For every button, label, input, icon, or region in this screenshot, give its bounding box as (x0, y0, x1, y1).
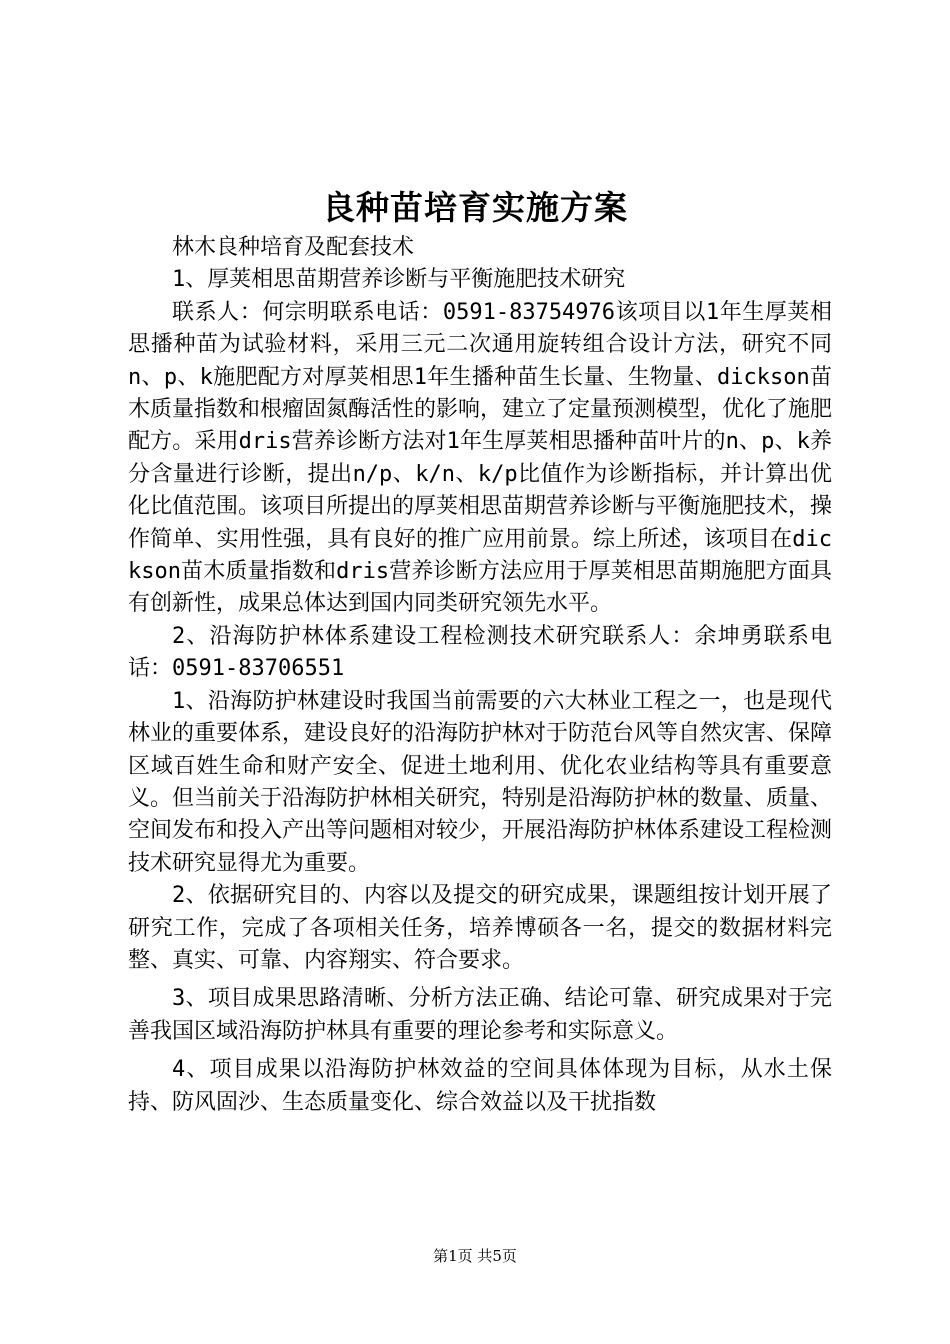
paragraph-item-3: 3、项目成果思路清晰、分析方法正确、结论可靠、研究成果对于完善我国区域沿海防护林具有重要的理论参考和实际意义。 (128, 986, 832, 1044)
paragraph-heading: 林木良种培育及配套技术 (172, 235, 415, 260)
paragraph-item-4: 4、项目成果以沿海防护林效益的空间具体体现为目标，从水土保持、防风固沙、生态质量变化、综合效益以及干扰指数 (128, 1057, 832, 1115)
paragraph-section-1-body: 联系人：何宗明联系电话：0591-83754976该项目以1年生厚荚相思播种苗为试验材料，采用三元二次通用旋转组合设计方法，研究不同n、p、k施肥配方对厚荚相思1年生播种苗生长量、生物量、dickson苗木质量指数和根瘤固氮酶活性的影响，建立了定量预测模型，优化了施肥配方。采用dris营养诊断方法对1年生厚荚相思播种苗叶片的n、p、k养分含量进行诊断，提出n/p、k/n、k/p比值作为诊断指标，并计算出优化比值范围。该项目所提出的厚荚相思苗期营养诊断与平衡施肥技术，操作简单、实用性强，具有良好的推广应用前景。综上所述，该项目在dickson苗木质量指数和dris营养诊断方法应用于厚荚相思苗期施肥方面具有创新性，成果总体达到国内同类研究领先水平。 (128, 299, 833, 617)
paragraph-section-2: 2、沿海防护林体系建设工程检测技术研究联系人：余坤勇联系电话：0591-83706551 (128, 623, 832, 682)
page-number-footer: 第1页 共5页 (433, 1247, 517, 1265)
paragraph-item-2: 2、依据研究目的、内容以及提交的研究成果，课题组按计划开展了研究工作，完成了各项相关任务，培养博硕各一名，提交的数据材料完整、真实、可靠、内容翔实、符合要求。 (128, 883, 832, 973)
document-body (128, 232, 832, 1119)
paragraph-item-1: 1、沿海防护林建设时我国当前需要的六大林业工程之一，也是现代林业的重要体系，建设良好的沿海防护林对于防范台风等自然灾害、保障区域百姓生命和财产安全、促进土地利用、优化农业结构等具有重要意义。但当前关于沿海防护林相关研究，特别是沿海防护林的数量、质量、空间发布和投入产出等问题相对较少，开展沿海防护林体系建设工程检测技术研究显得尤为重要。 (128, 688, 833, 876)
document-title: 良种苗培育实施方案 (322, 188, 628, 227)
paragraph-section-1: 1、厚荚相思苗期营养诊断与平衡施肥技术研究 (172, 267, 626, 293)
